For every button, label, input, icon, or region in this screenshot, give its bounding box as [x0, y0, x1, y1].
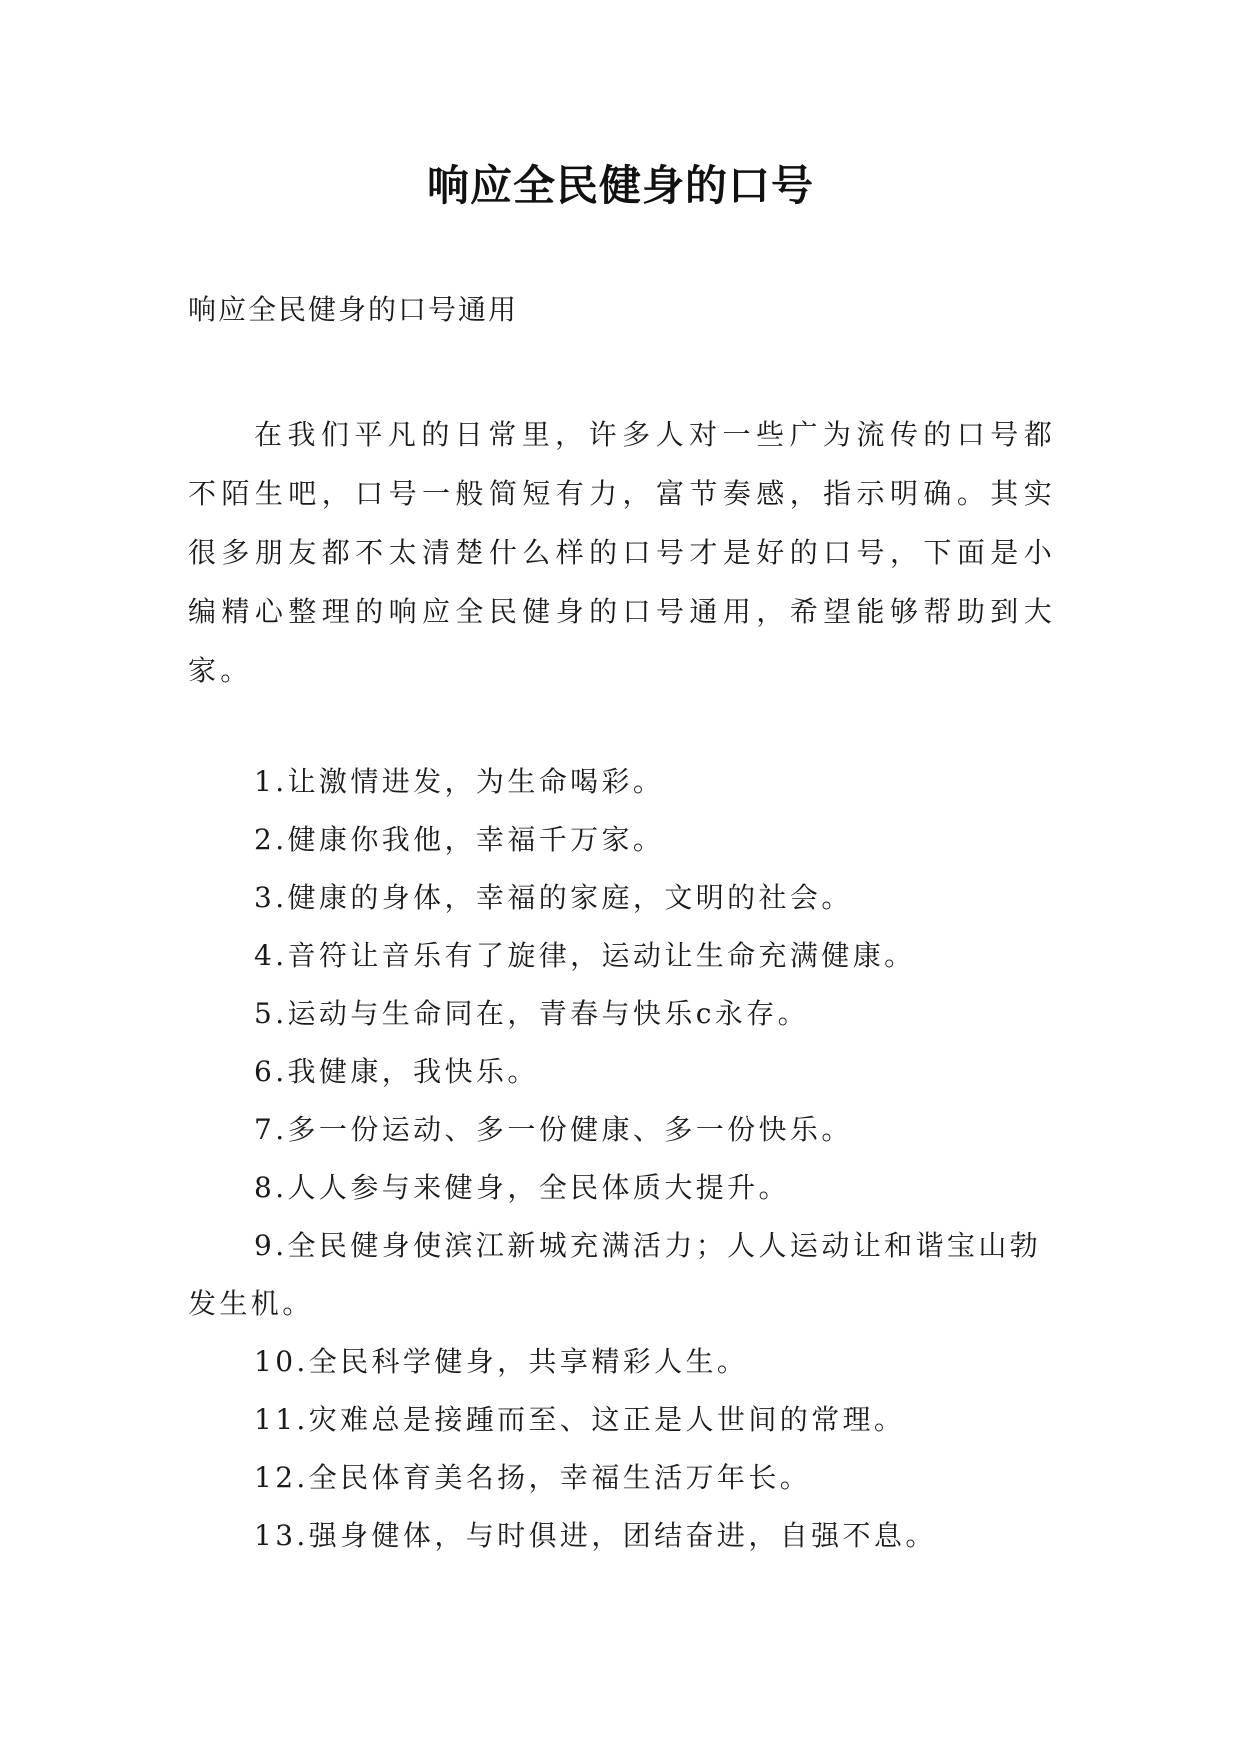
slogan-item: 5.运动与生命同在，青春与快乐c永存。 [254, 997, 809, 1030]
slogan-item: 11.灾难总是接踵而至、这正是人世间的常理。 [254, 1403, 906, 1436]
slogan-item: 1.让激情进发，为生命喝彩。 [254, 765, 665, 798]
slogan-list [188, 753, 1056, 1565]
slogan-item: 12.全民体育美名扬，幸福生活万年长。 [254, 1461, 812, 1494]
slogan-item: 3.健康的身体，幸福的家庭，文明的社会。 [254, 881, 853, 914]
slogan-item: 6.我健康，我快乐。 [254, 1055, 539, 1088]
document-title: 响应全民健身的口号 [426, 161, 814, 210]
slogan-item: 4.音符让音乐有了旋律，运动让生命充满健康。 [254, 939, 916, 972]
slogan-item: 8.人人参与来健身，全民体质大提升。 [254, 1171, 790, 1204]
intro-paragraph: 在我们平凡的日常里，许多人对一些广为流传的口号都不陌生吧，口号一般简短有力，富节奏感，指示明确。其实很多朋友都不太清楚什么样的口号才是好的口号，下面是小编精心整理的响应全民健身的口号通用，希望能够帮助到大家。 [188, 418, 1056, 687]
slogan-item: 13.强身健体，与时俱进，团结奋进，自强不息。 [254, 1519, 937, 1552]
document-subtitle: 响应全民健身的口号通用 [188, 293, 519, 326]
slogan-item: 9.全民健身使滨江新城充满活力；人人运动让和谐宝山勃发生机。 [188, 1229, 1042, 1320]
slogan-item: 7.多一份运动、多一份健康、多一份快乐。 [254, 1113, 853, 1146]
slogan-item: 10.全民科学健身，共享精彩人生。 [254, 1345, 749, 1378]
slogan-item: 2.健康你我他，幸福千万家。 [254, 823, 665, 856]
